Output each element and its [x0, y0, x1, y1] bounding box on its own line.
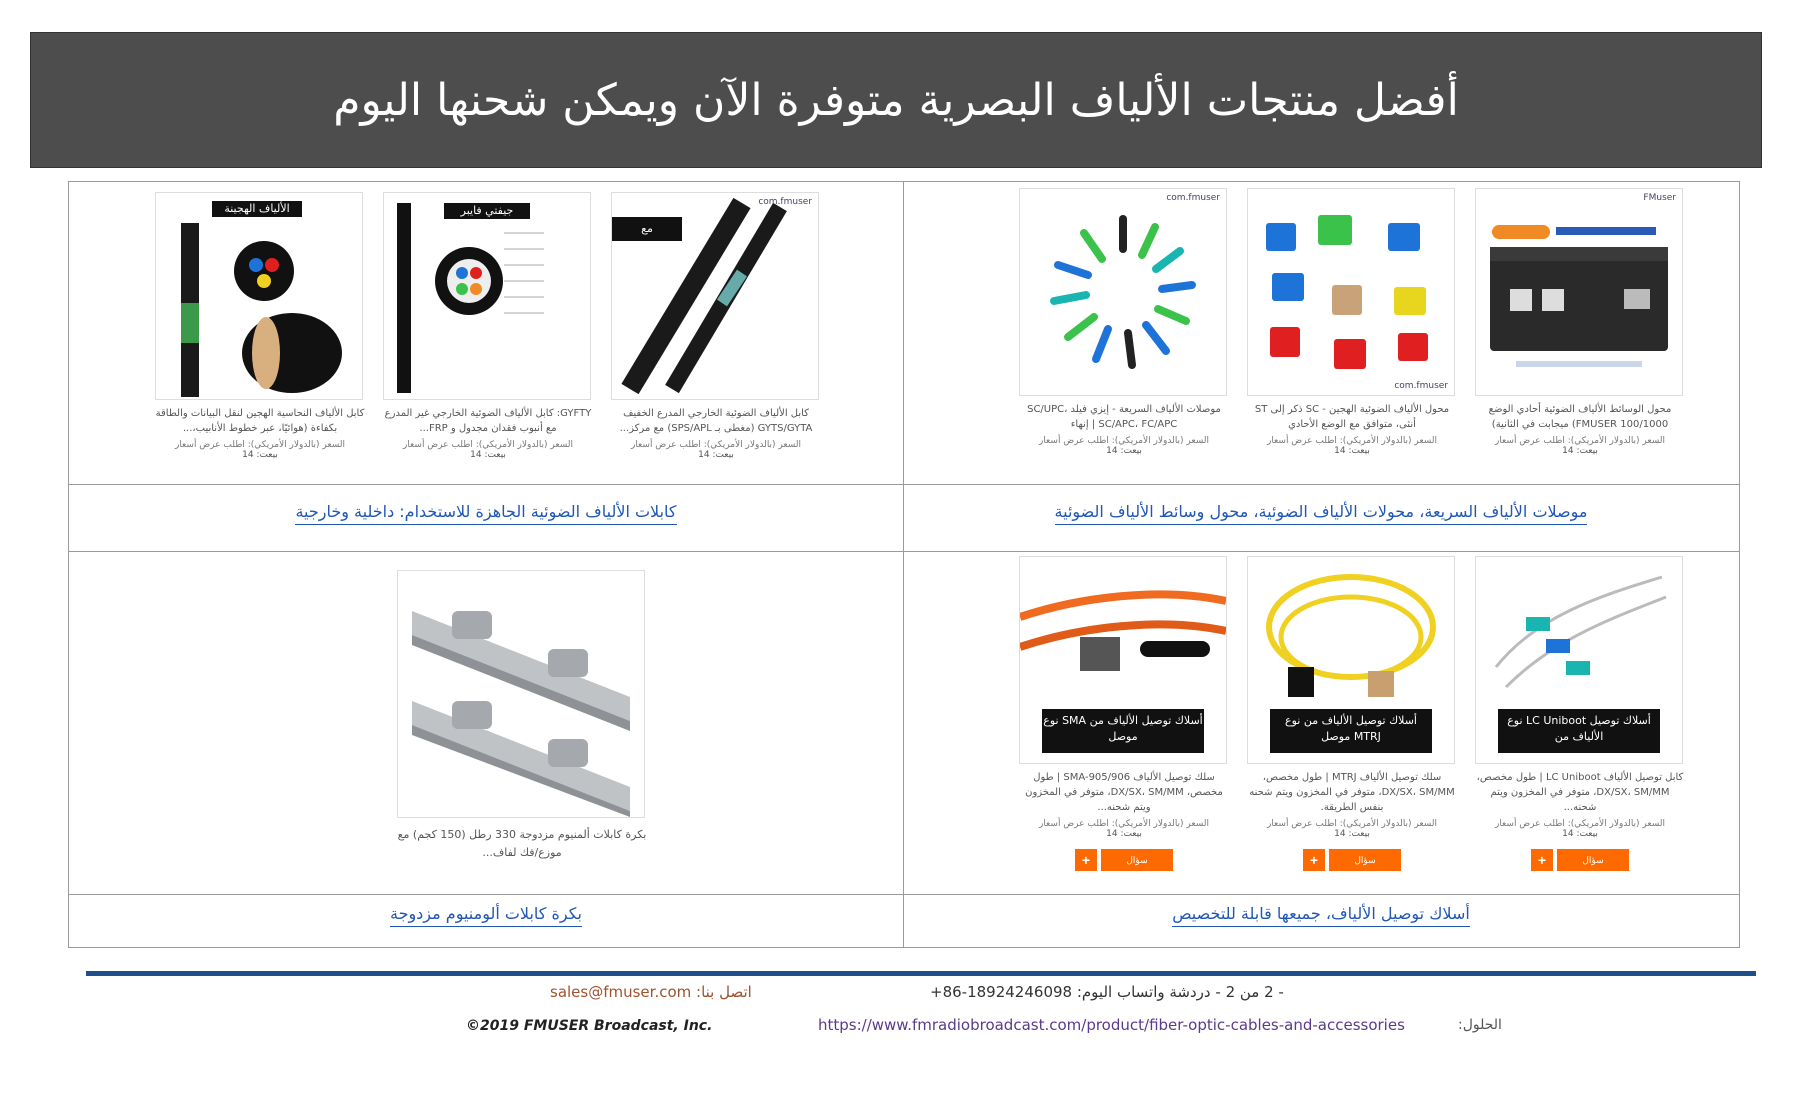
- section-title-link[interactable]: كابلات الألياف الضوئية الجاهزة للاستخدام: داخلية وخارجية: [69, 502, 903, 521]
- product-image[interactable]: [611, 192, 819, 400]
- add-to-cart-button[interactable]: +: [1075, 849, 1097, 871]
- copyright: ©2019 FMUSER Broadcast, Inc.: [466, 1018, 713, 1034]
- ask-button[interactable]: سؤال: [1557, 849, 1629, 871]
- cable-cross-section-icon: [384, 193, 590, 399]
- product-caption[interactable]: كابل الألياف النحاسية الهجين لنقل البيانات والطاقة بكفاءة (هوائيًا، عبر خطوط الأنابيب،...: [155, 408, 365, 434]
- adapter-icon: [1248, 189, 1454, 395]
- product-caption[interactable]: محول الألياف الضوئية الهجين - SC ذكر إلى ST أنثى، متوافق مع الوضع الأحادي: [1254, 404, 1450, 430]
- product-caption[interactable]: كابل الألياف الضوئية الخارجي المدرع الخفيف GYTS/GYTA (مغطى بـ SPS/APL) مع مركز...: [619, 408, 813, 434]
- product-caption[interactable]: كابل توصيل الألياف LC Uniboot | طول مخصص، DX/SX، SM/MM، متوفر في المخزون ويتم شحنه...: [1476, 772, 1684, 813]
- product-card[interactable]: [1475, 188, 1685, 456]
- product-sold: بيعت: 14: [1334, 446, 1370, 456]
- product-price: السعر (بالدولار الأمريكي): اطلب عرض أسعار: [402, 440, 574, 450]
- product-caption[interactable]: GYFTY: كابل الألياف الضوئية الخارجي غير المدرع مع أنبوب فقدان مجدول و FRP...: [384, 408, 592, 434]
- product-caption[interactable]: بكرة كابلات ألمنيوم مزدوجة 330 رطل (150 كجم) مع موزع/فك لفاف...: [397, 828, 647, 859]
- product-sold: بيعت: 14: [470, 450, 506, 460]
- page-banner: [30, 32, 1762, 168]
- brand-label: com.fmuser: [1394, 381, 1448, 391]
- product-caption[interactable]: موصلات الألياف السريعة - إيزي فيلد SC/UPC، SC/APC، FC/APC | إنهاء: [1027, 404, 1221, 430]
- add-to-cart-button[interactable]: +: [1531, 849, 1553, 871]
- product-price: السعر (بالدولار الأمريكي): اطلب عرض أسعار: [174, 440, 346, 450]
- page-title: أفضل منتجات الألياف البصرية متوفرة الآن ويمكن شحنها اليوم: [333, 74, 1459, 126]
- product-card[interactable]: [1247, 556, 1457, 871]
- image-tag: الألياف الهجينة: [212, 201, 302, 217]
- product-caption[interactable]: سلك توصيل الألياف MTRJ | طول مخصص، DX/SX، SM/MM، متوفر في المخزون ويتم شحنه بنفس الطريقة.: [1249, 772, 1455, 813]
- product-image[interactable]: [1019, 188, 1227, 396]
- product-image[interactable]: [1247, 556, 1455, 764]
- add-to-cart-button[interactable]: +: [1303, 849, 1325, 871]
- grid-divider: [69, 894, 1739, 895]
- product-image[interactable]: [1475, 188, 1683, 396]
- contact-link[interactable]: اتصل بنا: sales@fmuser.com: [550, 983, 752, 1001]
- section-title-link[interactable]: بكرة كابلات ألومنيوم مزدوجة: [69, 904, 903, 923]
- fast-connector-icon: [1020, 189, 1226, 395]
- section-cable-reel: [69, 552, 903, 894]
- brand-label: FMuser: [1643, 193, 1676, 203]
- product-price: السعر (بالدولار الأمريكي): اطلب عرض أسعار: [1266, 819, 1438, 829]
- product-card[interactable]: [1019, 188, 1229, 456]
- product-image[interactable]: [397, 570, 645, 818]
- product-sold: بيعت: 14: [1334, 829, 1370, 839]
- product-card[interactable]: [383, 192, 593, 460]
- product-caption[interactable]: محول الوسائط الألياف الضوئية أحادي الوضع FMUSER 100/1000) ميجابت في الثانية): [1488, 404, 1672, 430]
- product-card[interactable]: [155, 192, 365, 460]
- product-price: السعر (بالدولار الأمريكي): اطلب عرض أسعار: [1494, 436, 1666, 446]
- image-tag: جيفتي فايبر: [444, 203, 530, 219]
- ask-button[interactable]: سؤال: [1101, 849, 1173, 871]
- image-tag: أسلاك توصيل LC Uniboot نوع الألياف من: [1498, 709, 1660, 753]
- section-cables: [69, 182, 903, 484]
- product-grid: [68, 181, 1740, 948]
- product-sold: بيعت: 14: [1106, 446, 1142, 456]
- product-image[interactable]: [383, 192, 591, 400]
- solutions-label: الحلول:: [1458, 1017, 1502, 1033]
- image-tag: مع: [612, 217, 682, 241]
- cable-reel-icon: [398, 571, 644, 817]
- product-sold: بيعت: 14: [1106, 829, 1142, 839]
- product-caption[interactable]: سلك توصيل الألياف SMA-905/906 | طول مخصص، DX/SX، SM/MM، متوفر في المخزون ويتم شحنه...: [1025, 772, 1223, 813]
- product-image[interactable]: [1475, 556, 1683, 764]
- product-sold: بيعت: 14: [242, 450, 278, 460]
- product-sold: بيعت: 14: [698, 450, 734, 460]
- section-title-link[interactable]: موصلات الألياف السريعة، محولات الألياف الضوئية، محول وسائط الألياف الضوئية: [904, 502, 1738, 521]
- brand-label: com.fmuser: [758, 197, 812, 207]
- product-image[interactable]: [1247, 188, 1455, 396]
- product-image[interactable]: [155, 192, 363, 400]
- product-image[interactable]: [1019, 556, 1227, 764]
- product-price: السعر (بالدولار الأمريكي): اطلب عرض أسعار: [1266, 436, 1438, 446]
- image-tag: أسلاك توصيل الألياف من نوع MTRJ موصل: [1270, 709, 1432, 753]
- footer-divider: [86, 971, 1756, 976]
- product-card[interactable]: [1247, 188, 1457, 456]
- product-price: السعر (بالدولار الأمريكي): اطلب عرض أسعار: [1038, 819, 1210, 829]
- product-card[interactable]: [1019, 556, 1229, 871]
- solutions-url[interactable]: https://www.fmradiobroadcast.com/product/fiber-optic-cables-and-accessories: [818, 1016, 1405, 1034]
- product-card[interactable]: [397, 570, 647, 862]
- product-price: السعر (بالدولار الأمريكي): اطلب عرض أسعار: [1038, 436, 1210, 446]
- product-sold: بيعت: 14: [1562, 446, 1598, 456]
- product-sold: بيعت: 14: [1562, 829, 1598, 839]
- section-patch-cords: [904, 552, 1738, 894]
- product-card[interactable]: [1475, 556, 1685, 871]
- brand-label: com.fmuser: [1166, 193, 1220, 203]
- section-title-link[interactable]: أسلاك توصيل الألياف، جميعها قابلة للتخصيص: [904, 904, 1738, 923]
- media-converter-icon: [1476, 189, 1682, 395]
- ask-button[interactable]: سؤال: [1329, 849, 1401, 871]
- product-price: السعر (بالدولار الأمريكي): اطلب عرض أسعار: [1494, 819, 1666, 829]
- hybrid-cable-reel-icon: [156, 193, 362, 399]
- product-card[interactable]: [611, 192, 821, 460]
- image-tag: أسلاك توصيل الألياف من SMA نوع موصل: [1042, 709, 1204, 753]
- section-connectors: [904, 182, 1738, 484]
- grid-divider: [69, 484, 1739, 485]
- product-price: السعر (بالدولار الأمريكي): اطلب عرض أسعار: [630, 440, 802, 450]
- page-info: - 2 من 2 - دردشة واتساب اليوم: 18924246098-86+: [930, 983, 1284, 1001]
